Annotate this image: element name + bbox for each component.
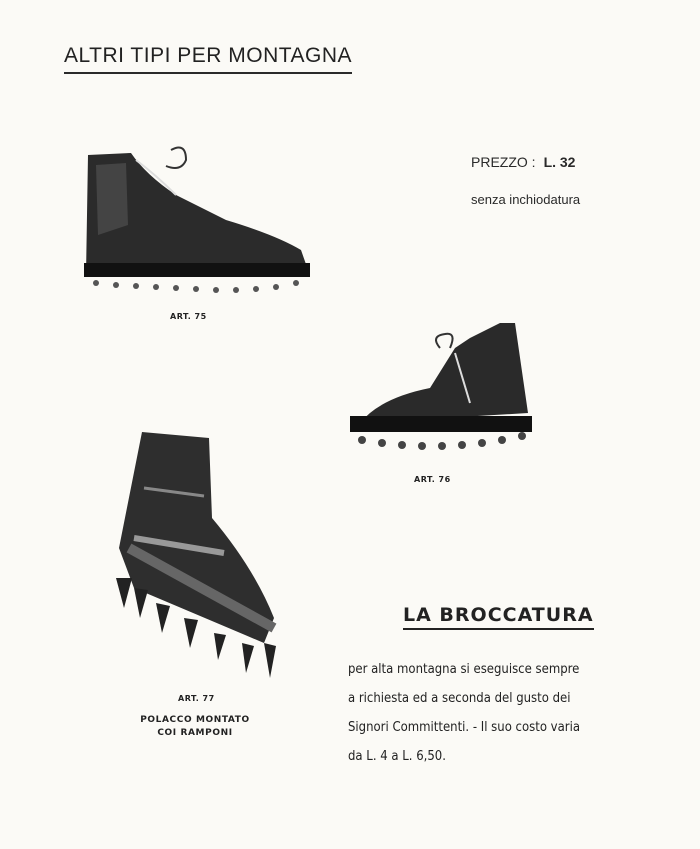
broccatura-description bbox=[348, 655, 648, 771]
price-note: senza inchiodatura bbox=[471, 192, 581, 207]
art-76-label: ART. 76 bbox=[414, 475, 451, 484]
art-77-caption-line-1: POLACCO MONTATO bbox=[140, 715, 250, 725]
art-77-caption bbox=[120, 714, 270, 740]
price-label: PREZZO : bbox=[471, 154, 536, 170]
broccatura-line-2: a richiesta ed a seconda del gusto dei bbox=[348, 691, 571, 706]
page-title: ALTRI TIPI PER MONTAGNA bbox=[64, 44, 352, 74]
boot-art-76-illustration bbox=[340, 318, 540, 468]
art-75-label: ART. 75 bbox=[170, 312, 207, 321]
art-77-label: ART. 77 bbox=[178, 694, 215, 703]
broccatura-line-3: Signori Committenti. - Il suo costo varia bbox=[348, 720, 580, 735]
broccatura-line-4: da L. 4 a L. 6,50. bbox=[348, 749, 446, 764]
price-line bbox=[471, 154, 575, 170]
boot-art-75-illustration bbox=[76, 145, 316, 305]
price-amount: L. 32 bbox=[543, 154, 576, 170]
broccatura-heading: LA BROCCATURA bbox=[403, 604, 594, 630]
art-77-caption-line-2: COI RAMPONI bbox=[157, 728, 233, 738]
broccatura-line-1: per alta montagna si eseguisce sempre bbox=[348, 662, 580, 677]
boot-art-77-illustration bbox=[104, 428, 294, 688]
